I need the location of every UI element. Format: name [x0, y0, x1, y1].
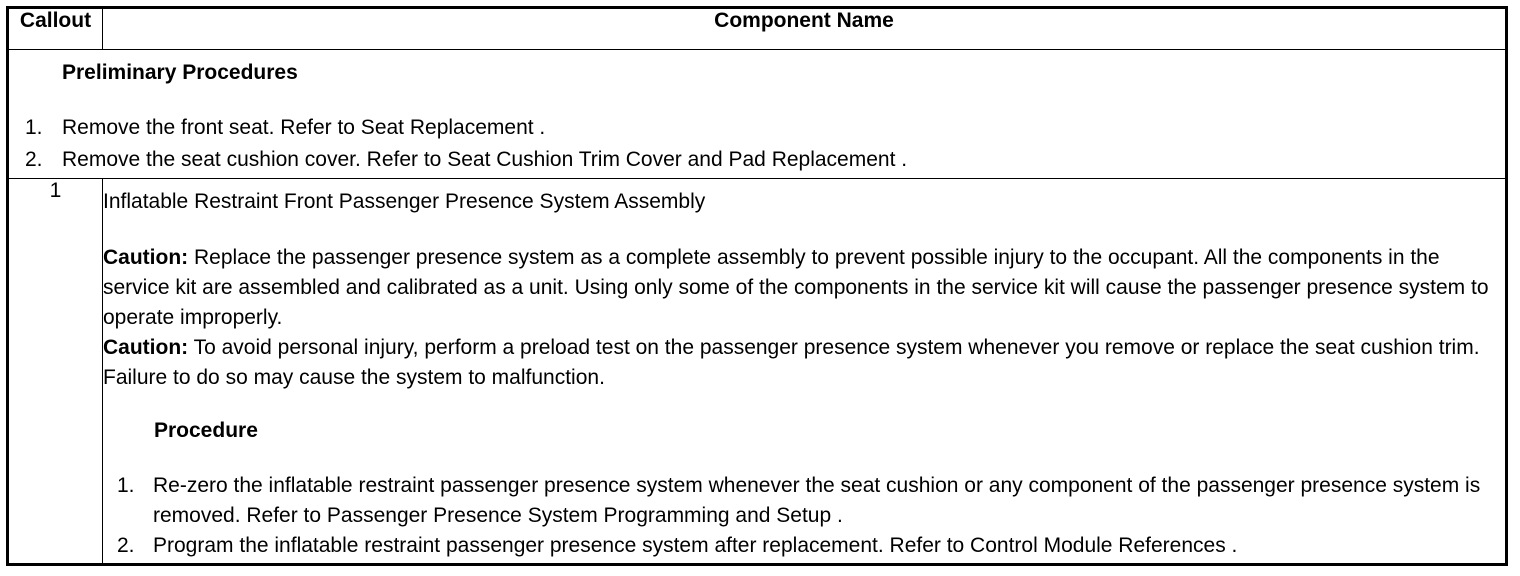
step-number: 2.	[117, 534, 135, 557]
procedure-heading: Procedure	[154, 419, 258, 442]
preliminary-step	[9, 144, 1505, 176]
caution-text: Replace the passenger presence system as a complete assembly to prevent possible injury to the occupant. All the components in the service kit are assembled and calibrated as a unit. Using only some of the components in the service kit will cause the passenger presence system to operate improperly.	[103, 246, 1489, 329]
component-detail-cell	[103, 179, 1507, 565]
caution-note	[103, 243, 1505, 333]
callout-number: 1	[8, 179, 103, 565]
procedure-step	[103, 531, 1505, 561]
preliminary-cell	[8, 50, 1507, 179]
step-text: Remove the front seat. Refer to Seat Replacement .	[62, 116, 546, 139]
table-header-row	[8, 8, 1507, 50]
component-name-column-header: Component Name	[103, 8, 1507, 50]
procedure-step	[103, 471, 1505, 531]
preliminary-heading: Preliminary Procedures	[62, 61, 298, 84]
step-number: 2.	[25, 148, 43, 171]
step-number: 1.	[25, 116, 43, 139]
component-title: Inflatable Restraint Front Passenger Presence System Assembly	[103, 190, 706, 213]
caution-label: Caution:	[103, 246, 189, 269]
table-row	[8, 179, 1507, 565]
procedure-steps	[103, 471, 1505, 561]
step-text: Re-zero the inflatable restraint passenger presence system whenever the seat cushion or any component of the passenger presence system is removed. Refer to Passenger Presence System Programming and Setup .	[153, 474, 1481, 527]
preliminary-step	[9, 112, 1505, 144]
caution-note	[103, 333, 1505, 393]
callout-column-header: Callout	[8, 8, 103, 50]
step-text: Remove the seat cushion cover. Refer to Seat Cushion Trim Cover and Pad Replacement .	[62, 148, 908, 171]
preliminary-row	[8, 50, 1507, 179]
preliminary-steps	[9, 112, 1505, 176]
step-number: 1.	[117, 474, 135, 497]
step-text: Program the inflatable restraint passenger presence system after replacement. Refer to Control Module References .	[153, 534, 1238, 557]
caution-label: Caution:	[103, 336, 189, 359]
caution-text: To avoid personal injury, perform a preload test on the passenger presence system whenever you remove or replace the seat cushion trim. Failure to do so may cause the system to malfunction.	[103, 336, 1480, 389]
component-table	[6, 6, 1508, 566]
